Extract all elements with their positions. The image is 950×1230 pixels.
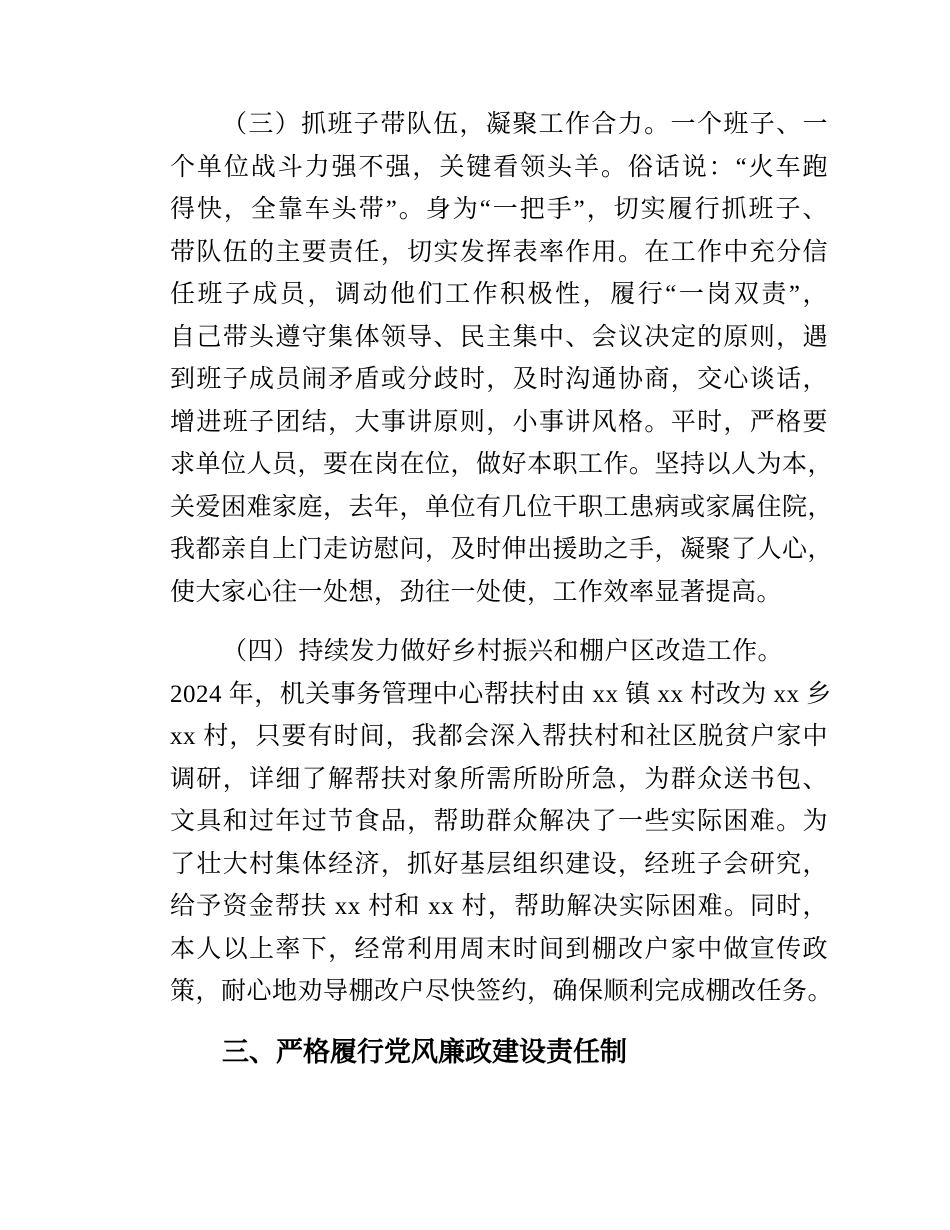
text-line: （三）抓班子带队伍，凝聚工作合力。一个班子、一 xyxy=(222,111,828,138)
text-line: 调研，详细了解帮扶对象所需所盼所急，为群众送书包、 xyxy=(170,765,828,793)
text-line: 了壮大村集体经济，抓好基层组织建设，经班子会研究， xyxy=(170,850,828,878)
text-line: 我都亲自上门走访慰问，及时伸出援助之手，凝聚了人心， xyxy=(170,536,834,563)
text-line: 关爱困难家庭，去年，单位有几位干职工患病或家属住院， xyxy=(170,493,834,521)
paragraph-section-3 xyxy=(170,104,834,614)
text-line: 本人以上率下，经常利用周末时间到棚改户家中做宣传政 xyxy=(170,935,828,963)
text-line: 使大家心往一处想，劲往一处使，工作效率显著提高。 xyxy=(170,578,783,606)
section-heading: 三、严格履行党风廉政建设责任制 xyxy=(222,1036,627,1067)
text-line: 2024 年，机关事务管理中心帮扶村由 xx 镇 xx 村改为 xx 乡 xyxy=(170,680,832,708)
text-line: 策，耐心地劝导棚改户尽快签约，确保顺利完成棚改任务。 xyxy=(170,978,834,1005)
text-line: 个单位战斗力强不强，关键看领头羊。俗话说：“火车跑 xyxy=(170,153,828,181)
text-line: （四）持续发力做好乡村振兴和棚户区改造工作。 xyxy=(222,638,784,665)
text-line: xx 村，只要有时间，我都会深入帮扶村和社区脱贫户家中 xyxy=(170,723,828,750)
text-line: 增进班子团结，大事讲原则，小事讲风格。平时，严格要 xyxy=(170,408,828,436)
text-line: 求单位人员，要在岗在位，做好本职工作。坚持以人为本， xyxy=(170,451,834,478)
paragraph-section-4 xyxy=(170,631,834,1014)
text-line: 文具和过年过节食品，帮助群众解决了一些实际困难。为 xyxy=(170,808,828,835)
text-line: 带队伍的主要责任，切实发挥表率作用。在工作中充分信 xyxy=(170,238,828,266)
text-line: 自己带头遵守集体领导、民主集中、会议决定的原则，遇 xyxy=(170,323,828,351)
text-line: 任班子成员，调动他们工作积极性，履行“一岗双责”， xyxy=(170,281,828,308)
text-line: 到班子成员闹矛盾或分歧时，及时沟通协商，交心谈话， xyxy=(170,366,828,393)
text-line: 得快，全靠车头带”。身为“一把手”，切实履行抓班子、 xyxy=(170,196,828,223)
text-line: 给予资金帮扶 xx 村和 xx 村，帮助解决实际困难。同时， xyxy=(170,893,828,920)
